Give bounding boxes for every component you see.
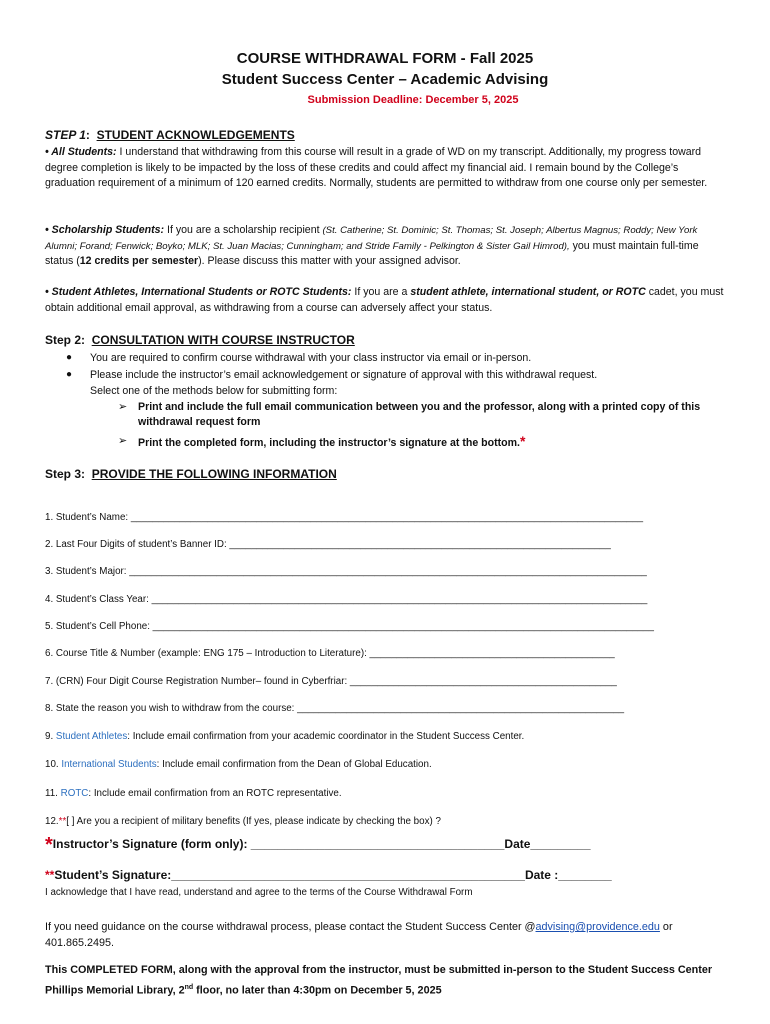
item-military-benefits[interactable] [45,816,441,827]
item10-highlight: International Students [61,759,157,770]
student-signature-text[interactable]: Student’s Signature:_____________________________________________________Date :________ [54,868,612,882]
instructor-asterisk: * [45,834,53,856]
step2-option-2 [138,434,718,451]
arrow-bullet-icon: ➢ [118,401,128,413]
step2-bullet-2: Please include the instructor’s email acknowledgement or signature of approval with this withdrawal request. [90,369,598,381]
step2-select-text: Select one of the methods below for submitting form: [90,385,338,397]
athletes-text-2: cadet, you must obtain additional email approval, as withdrawing from a course can adversely affect your status. [45,286,724,314]
step2-label: Step 2: [45,333,86,347]
scholarship-text-1: If you are a scholarship recipient [164,224,323,236]
student-signature-line[interactable] [45,868,612,882]
instructor-signature-text[interactable]: Instructor’s Signature (form only): ______________________________________Date_________ [52,837,591,851]
contact-paragraph [45,920,725,951]
step1-heading: STUDENT ACKNOWLEDGEMENTS [96,128,295,142]
field-course-title[interactable]: 6. Course Title & Number (example: ENG 175 – Introduction to Literature): _____________________________________________ [45,648,615,659]
final-text-2: floor, no later than 4:30pm on December 5, 2025 [193,984,442,997]
student-stars: ** [45,868,55,882]
submission-deadline: Submission Deadline: December 5, 2025 [307,94,519,106]
all-students-paragraph [45,145,725,192]
item9-num: 9. [45,731,56,742]
item12-stars: ** [58,816,67,827]
all-students-text: I understand that withdrawing from this course will result in a grade of WD on my transcript. Additionally, my progress toward degree completion is likely to be impacted by the loss of these credits and could affect my financial aid. I remain bound by the College’s graduation requirement of a minimum of 120 earned credits. Normally, students are permitted to withdraw from one course only per semester. [45,146,708,189]
scholarship-list: (St. Catherine; St. Dominic; St. Thomas; St. Joseph; Albertus Magnus; Roddy; New York Alumni; Forand; Fenwick; Boyko; MLK; St. Juan Macias; Cunningham; and Stride Family - Pelkington & Sister Gail Himrod), [45,225,698,252]
advising-email-link[interactable]: advising@providence.edu [535,921,660,933]
field-student-name[interactable]: 1. Student’s Name: ______________________________________________________________________________________________ [45,512,644,523]
step2-option-1: Print and include the full email communication between you and the professor, along with a printed copy of this withdrawal request form [138,401,701,428]
scholarship-text-3: ). Please discuss this matter with your assigned advisor. [198,255,461,267]
item11-num: 11. [45,788,61,799]
item9-text: : Include email confirmation from your academic coordinator in the Student Success Center. [127,731,525,742]
item10-text: : Include email confirmation from the Dean of Global Education. [156,759,432,770]
step3-label: Step 3: [45,467,86,481]
athletes-lead: • Student Athletes, International Students or ROTC Students: [45,286,352,298]
item12-num: 12. [45,816,59,827]
step1-label: STEP 1 [45,128,86,142]
scholarship-lead: • Scholarship Students: [45,224,165,236]
step2-heading: CONSULTATION WITH COURSE INSTRUCTOR [91,333,355,347]
form-title: COURSE WITHDRAWAL FORM - Fall 2025 [236,50,534,67]
form-subtitle: Student Success Center – Academic Advising [221,71,549,88]
field-cell-phone[interactable]: 5. Student’s Cell Phone: ____________________________________________________________________________________________ [45,621,654,632]
all-students-lead: • All Students: [45,146,117,158]
field-major[interactable]: 3. Student’s Major: _______________________________________________________________________________________________ [45,566,647,577]
athletes-bold: student athlete, international student, or ROTC [410,286,646,298]
step3-header [45,467,337,481]
field-banner-id[interactable]: 2. Last Four Digits of student’s Banner ID: ______________________________________________________________________ [45,539,611,550]
acknowledgement-text: I acknowledge that I have read, understand and agree to the terms of the Course Withdrawal Form [45,887,473,898]
step2-bullet-1: You are required to confirm course withdrawal with your class instructor via email or in-person. [90,352,532,364]
scholarship-text-2: you must maintain full-time status ( [45,239,699,267]
step2-option-2-text: Print the completed form, including the instructor’s signature at the bottom. [138,437,520,449]
final-instructions [45,962,725,1000]
step2-header [45,333,355,347]
item-rotc [45,788,342,799]
athletes-paragraph [45,285,725,316]
contact-text: If you need guidance on the course withdrawal process, please contact the Student Success Center @ [45,921,536,933]
item-student-athletes [45,731,524,742]
step3-heading: PROVIDE THE FOLLOWING INFORMATION [91,467,337,481]
item-international-students [45,759,432,770]
final-text-1: This COMPLETED FORM, along with the approval from the instructor, must be submitted in-person to the Student Success Center Phillips Memorial Library, 2 [45,964,713,997]
step1-colon: : [85,128,90,142]
instructor-signature-line[interactable] [45,834,591,857]
contact-tail: or 401.865.2495. [45,921,673,949]
item11-text: : Include email confirmation from an ROTC representative. [88,788,342,799]
item12-text[interactable]: [ ] Are you a recipient of military benefits (If yes, please indicate by checking the box) ? [66,816,441,827]
step1-header [45,128,295,142]
arrow-bullet-icon: ➢ [118,435,128,447]
final-sup: nd [184,984,194,991]
item10-num: 10. [45,759,62,770]
item11-highlight: ROTC [60,788,89,799]
scholarship-paragraph [45,223,725,270]
field-crn[interactable]: 7. (CRN) Four Digit Course Registration Number– found in Cyberfriar: _________________________________________________ [45,676,617,687]
bullet-dot-icon: ● [66,369,73,380]
item9-highlight: Student Athletes [55,731,128,742]
bullet-dot-icon: ● [66,352,73,363]
step2-option-2-asterisk: * [520,433,526,449]
field-class-year[interactable]: 4. Student’s Class Year: ___________________________________________________________________________________________ [45,594,648,605]
athletes-text-1: If you are a [351,286,411,298]
field-reason[interactable]: 8. State the reason you wish to withdraw from the course: ____________________________________________________________ [45,703,625,714]
scholarship-credits: 12 credits per semester [79,255,199,267]
